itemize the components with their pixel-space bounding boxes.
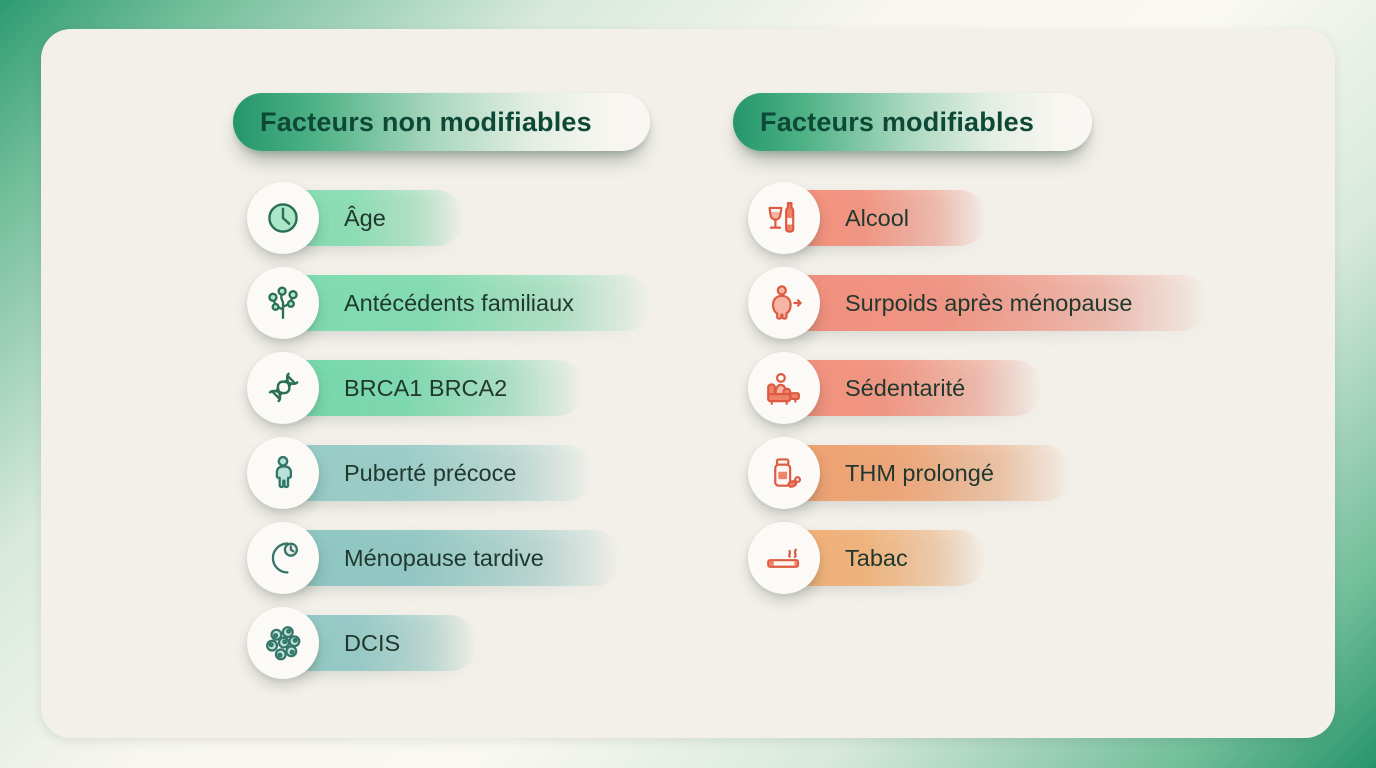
factor-pill bbox=[783, 275, 1210, 331]
list-item-age bbox=[247, 182, 464, 254]
cells-icon bbox=[262, 622, 304, 664]
list-item-family-history bbox=[247, 267, 652, 339]
icon-badge bbox=[247, 352, 319, 424]
cigarette-icon bbox=[763, 537, 805, 579]
icon-badge bbox=[247, 267, 319, 339]
factor-label: DCIS bbox=[344, 629, 401, 656]
icon-badge bbox=[748, 352, 820, 424]
wine-icon bbox=[763, 197, 805, 239]
header-modifiable-factors bbox=[733, 93, 1092, 151]
factor-pill bbox=[783, 445, 1072, 501]
factor-label: Antécédents familiaux bbox=[344, 289, 574, 316]
icon-badge bbox=[247, 182, 319, 254]
factor-pill bbox=[282, 275, 652, 331]
factor-pill bbox=[783, 360, 1043, 416]
header-label: Facteurs non modifiables bbox=[260, 106, 592, 137]
list-item-hrt bbox=[748, 437, 1072, 509]
family-tree-icon bbox=[262, 282, 304, 324]
factor-label: Sédentarité bbox=[845, 374, 966, 401]
list-item-alcohol bbox=[748, 182, 987, 254]
icon-badge bbox=[748, 522, 820, 594]
factor-pill bbox=[282, 445, 594, 501]
factor-label: Âge bbox=[344, 204, 386, 231]
pill-bottle-icon bbox=[763, 452, 805, 494]
list-item-sedentary bbox=[748, 352, 1043, 424]
factor-label: Tabac bbox=[845, 544, 908, 571]
factor-label: Puberté précoce bbox=[344, 459, 517, 486]
header-non-modifiable-factors bbox=[233, 93, 650, 151]
weight-gain-icon bbox=[763, 282, 805, 324]
header-label: Facteurs modifiables bbox=[760, 106, 1035, 137]
list-item-late-menopause bbox=[247, 522, 622, 594]
infographic-card bbox=[41, 29, 1335, 738]
list-item-tobacco bbox=[748, 522, 986, 594]
dna-icon bbox=[262, 367, 304, 409]
factor-label: Surpoids après ménopause bbox=[845, 289, 1133, 316]
list-item-dcis bbox=[247, 607, 478, 679]
factor-pill bbox=[282, 530, 622, 586]
factor-pill bbox=[282, 360, 585, 416]
moon-clock-icon bbox=[262, 537, 304, 579]
factor-label: THM prolongé bbox=[845, 459, 994, 486]
factor-label: Ménopause tardive bbox=[344, 544, 544, 571]
icon-badge bbox=[748, 437, 820, 509]
list-item-brca bbox=[247, 352, 585, 424]
list-item-overweight-after-menopause bbox=[748, 267, 1210, 339]
icon-badge bbox=[748, 267, 820, 339]
icon-badge bbox=[748, 182, 820, 254]
icon-badge bbox=[247, 607, 319, 679]
factor-label: Alcool bbox=[845, 204, 910, 231]
factor-label: BRCA1 BRCA2 bbox=[344, 374, 508, 401]
icon-badge bbox=[247, 437, 319, 509]
list-item-early-puberty bbox=[247, 437, 594, 509]
child-icon bbox=[262, 452, 304, 494]
clock-icon bbox=[262, 197, 304, 239]
armchair-icon bbox=[763, 367, 805, 409]
icon-badge bbox=[247, 522, 319, 594]
